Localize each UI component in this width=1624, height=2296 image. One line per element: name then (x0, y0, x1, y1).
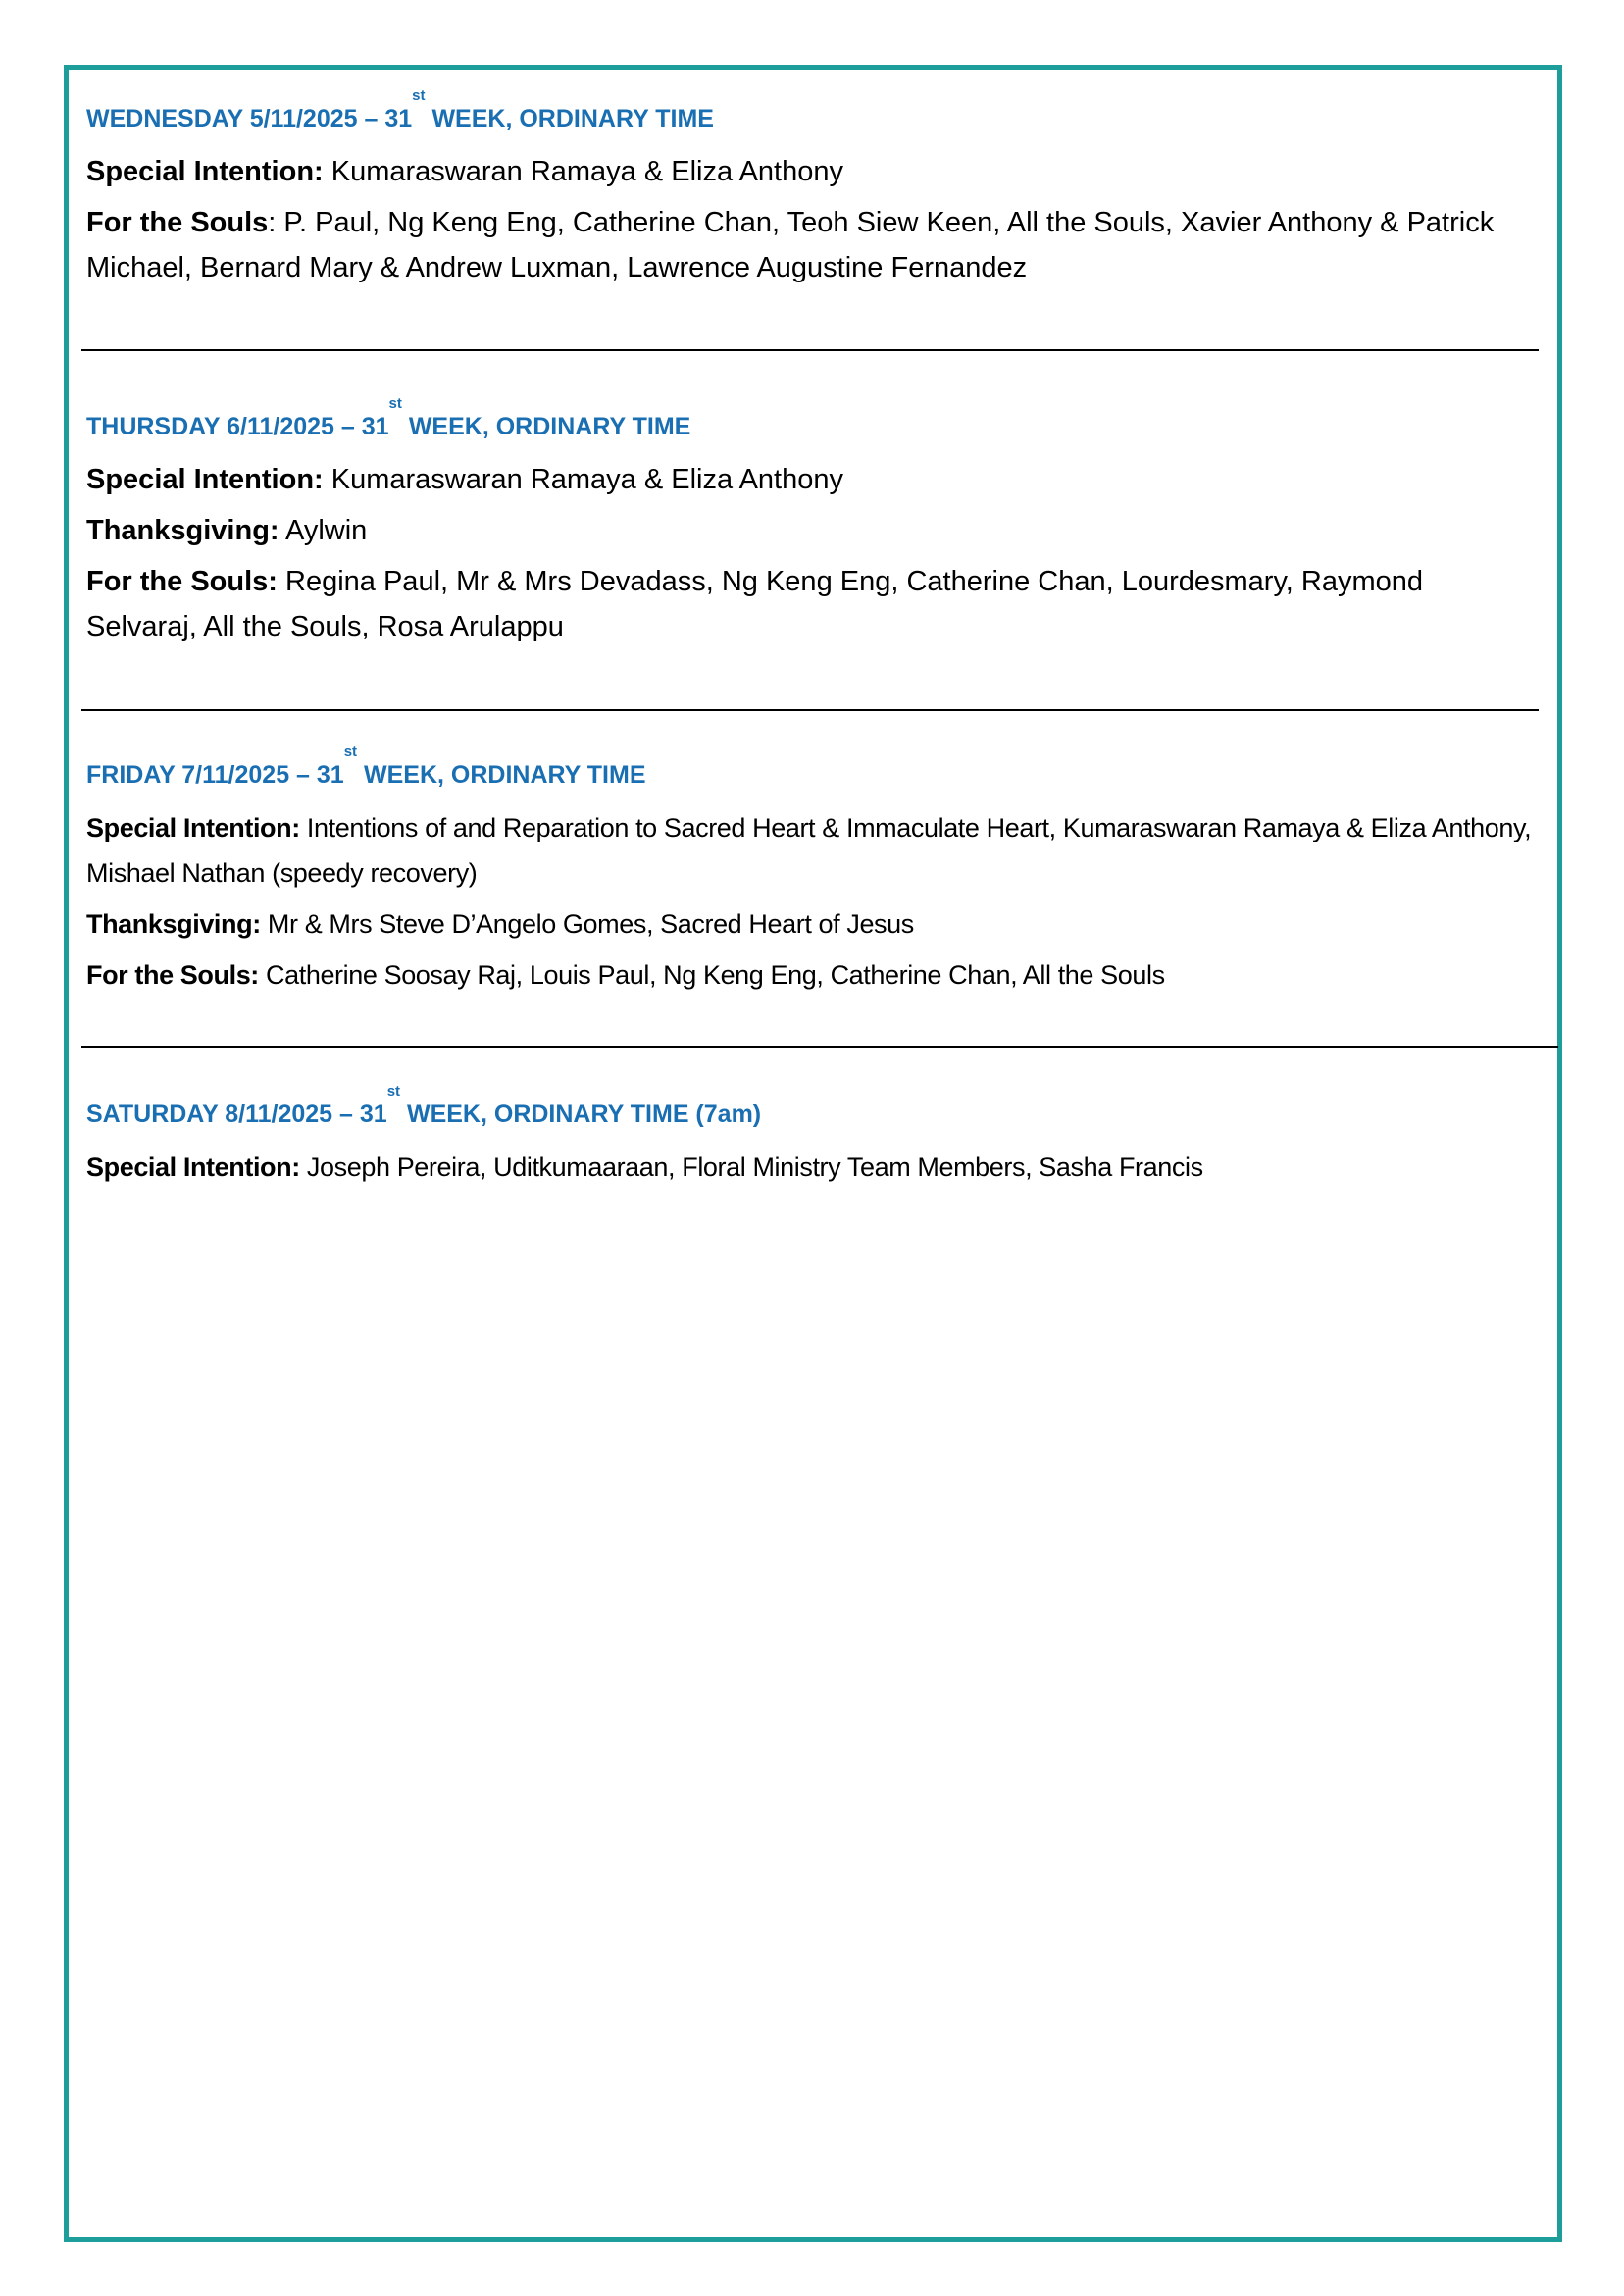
section-divider (81, 349, 1539, 351)
mass-section-wednesday (86, 87, 1538, 296)
special-intention-entry: Special Intention: Joseph Pereira, Uditkumaaraan, Floral Ministry Team Members, Sasha Francis (86, 1152, 1203, 1182)
souls-entry: For the Souls: P. Paul, Ng Keng Eng, Catherine Chan, Teoh Siew Keen, All the Souls, Xavier Anthony & Patrick Michael, Bernard Mary & Andrew Luxman, Lawrence Augustine Fernandez (86, 207, 1495, 283)
section-divider (81, 709, 1539, 711)
special-intention-entry: Special Intention: Intentions of and Reparation to Sacred Heart & Immaculate Heart, Kumaraswaran Ramaya & Eliza Anthony, Mishael Nathan (speedy recovery) (86, 813, 1532, 888)
section-heading: WEDNESDAY 5/11/2025 – 31st WEEK, ORDINARY TIME (86, 87, 714, 132)
special-intention-entry: Special Intention: Kumaraswaran Ramaya & Eliza Anthony (86, 156, 843, 187)
section-heading: SATURDAY 8/11/2025 – 31st WEEK, ORDINARY TIME (7am) (86, 1083, 762, 1128)
mass-section-friday (86, 743, 1538, 1003)
thanksgiving-entry: Thanksgiving: Mr & Mrs Steve D’Angelo Gomes, Sacred Heart of Jesus (86, 909, 914, 939)
special-intention-entry: Special Intention: Kumaraswaran Ramaya & Eliza Anthony (86, 464, 843, 495)
mass-section-saturday (86, 1083, 1538, 1196)
section-divider (81, 1046, 1558, 1048)
section-heading: THURSDAY 6/11/2025 – 31st WEEK, ORDINARY TIME (86, 395, 691, 440)
souls-entry: For the Souls: Regina Paul, Mr & Mrs Devadass, Ng Keng Eng, Catherine Chan, Lourdesmary, Raymond Selvaraj, All the Souls, Rosa Arulappu (86, 566, 1424, 642)
souls-entry: For the Souls: Catherine Soosay Raj, Louis Paul, Ng Keng Eng, Catherine Chan, All the Souls (86, 960, 1165, 990)
section-heading: FRIDAY 7/11/2025 – 31st WEEK, ORDINARY TIME (86, 743, 646, 789)
mass-section-thursday (86, 395, 1538, 655)
thanksgiving-entry: Thanksgiving: Aylwin (86, 515, 368, 546)
